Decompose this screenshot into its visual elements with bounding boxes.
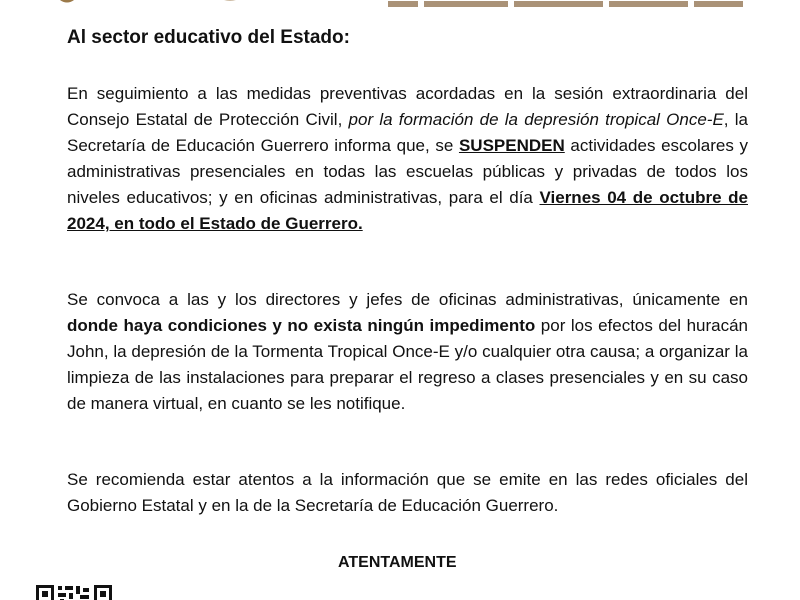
paragraph-text: por los efectos del huracán John, la depresión de la Tormenta Tropical Once-E y/o cualquier otra causa; a organizar la limpieza de las instalaciones para preparar el regreso a clases presenciales y en su caso de manera virtual, en cuanto se les notifique. [67, 316, 749, 414]
announcement-paragraph [67, 81, 748, 238]
paragraph-text: , la Secretaría de Educación Guerrero informa que, se [67, 110, 748, 156]
paragraph-text: actividades escolares y administrativas presenciales en todas las escuelas públicas y privadas de todos los niveles educativos; y en oficinas administrativas, para el día [67, 136, 748, 208]
document-heading: Al sector educativo del Estado: [67, 27, 350, 48]
paragraph-text: En seguimiento a las medidas preventivas acordadas en la sesión extraordinaria del Consejo Estatal de Protección Civil, [67, 84, 748, 130]
state-seal-icon [52, 0, 82, 8]
letterhead-strip [0, 0, 800, 10]
qr-code-icon [36, 585, 112, 600]
recommendation-paragraph: Se recomienda estar atentos a la información que se emite en las redes oficiales del Gobierno Estatal y en la de la Secretaría de Educación Guerrero. [67, 470, 748, 516]
paragraph-italic-text: por la formación de la depresión tropical Once-E [348, 110, 724, 130]
paragraph-bold-text: donde haya condiciones y no exista ningún impedimento [67, 316, 536, 336]
paragraph-text: Se convoca a las y los directores y jefes de oficinas administrativas, únicamente en [67, 290, 748, 309]
suspension-date: Viernes 04 de octubre de 2024, en todo el Estado de Guerrero. [67, 188, 748, 234]
instructions-paragraph [67, 287, 748, 417]
letterhead-banner [388, 0, 743, 4]
seal-ribbon-icon [118, 0, 140, 4]
suspension-keyword: SUSPENDEN [458, 136, 565, 156]
government-logo-icon [210, 0, 250, 4]
closing-text: ATENTAMENTE [338, 554, 457, 571]
